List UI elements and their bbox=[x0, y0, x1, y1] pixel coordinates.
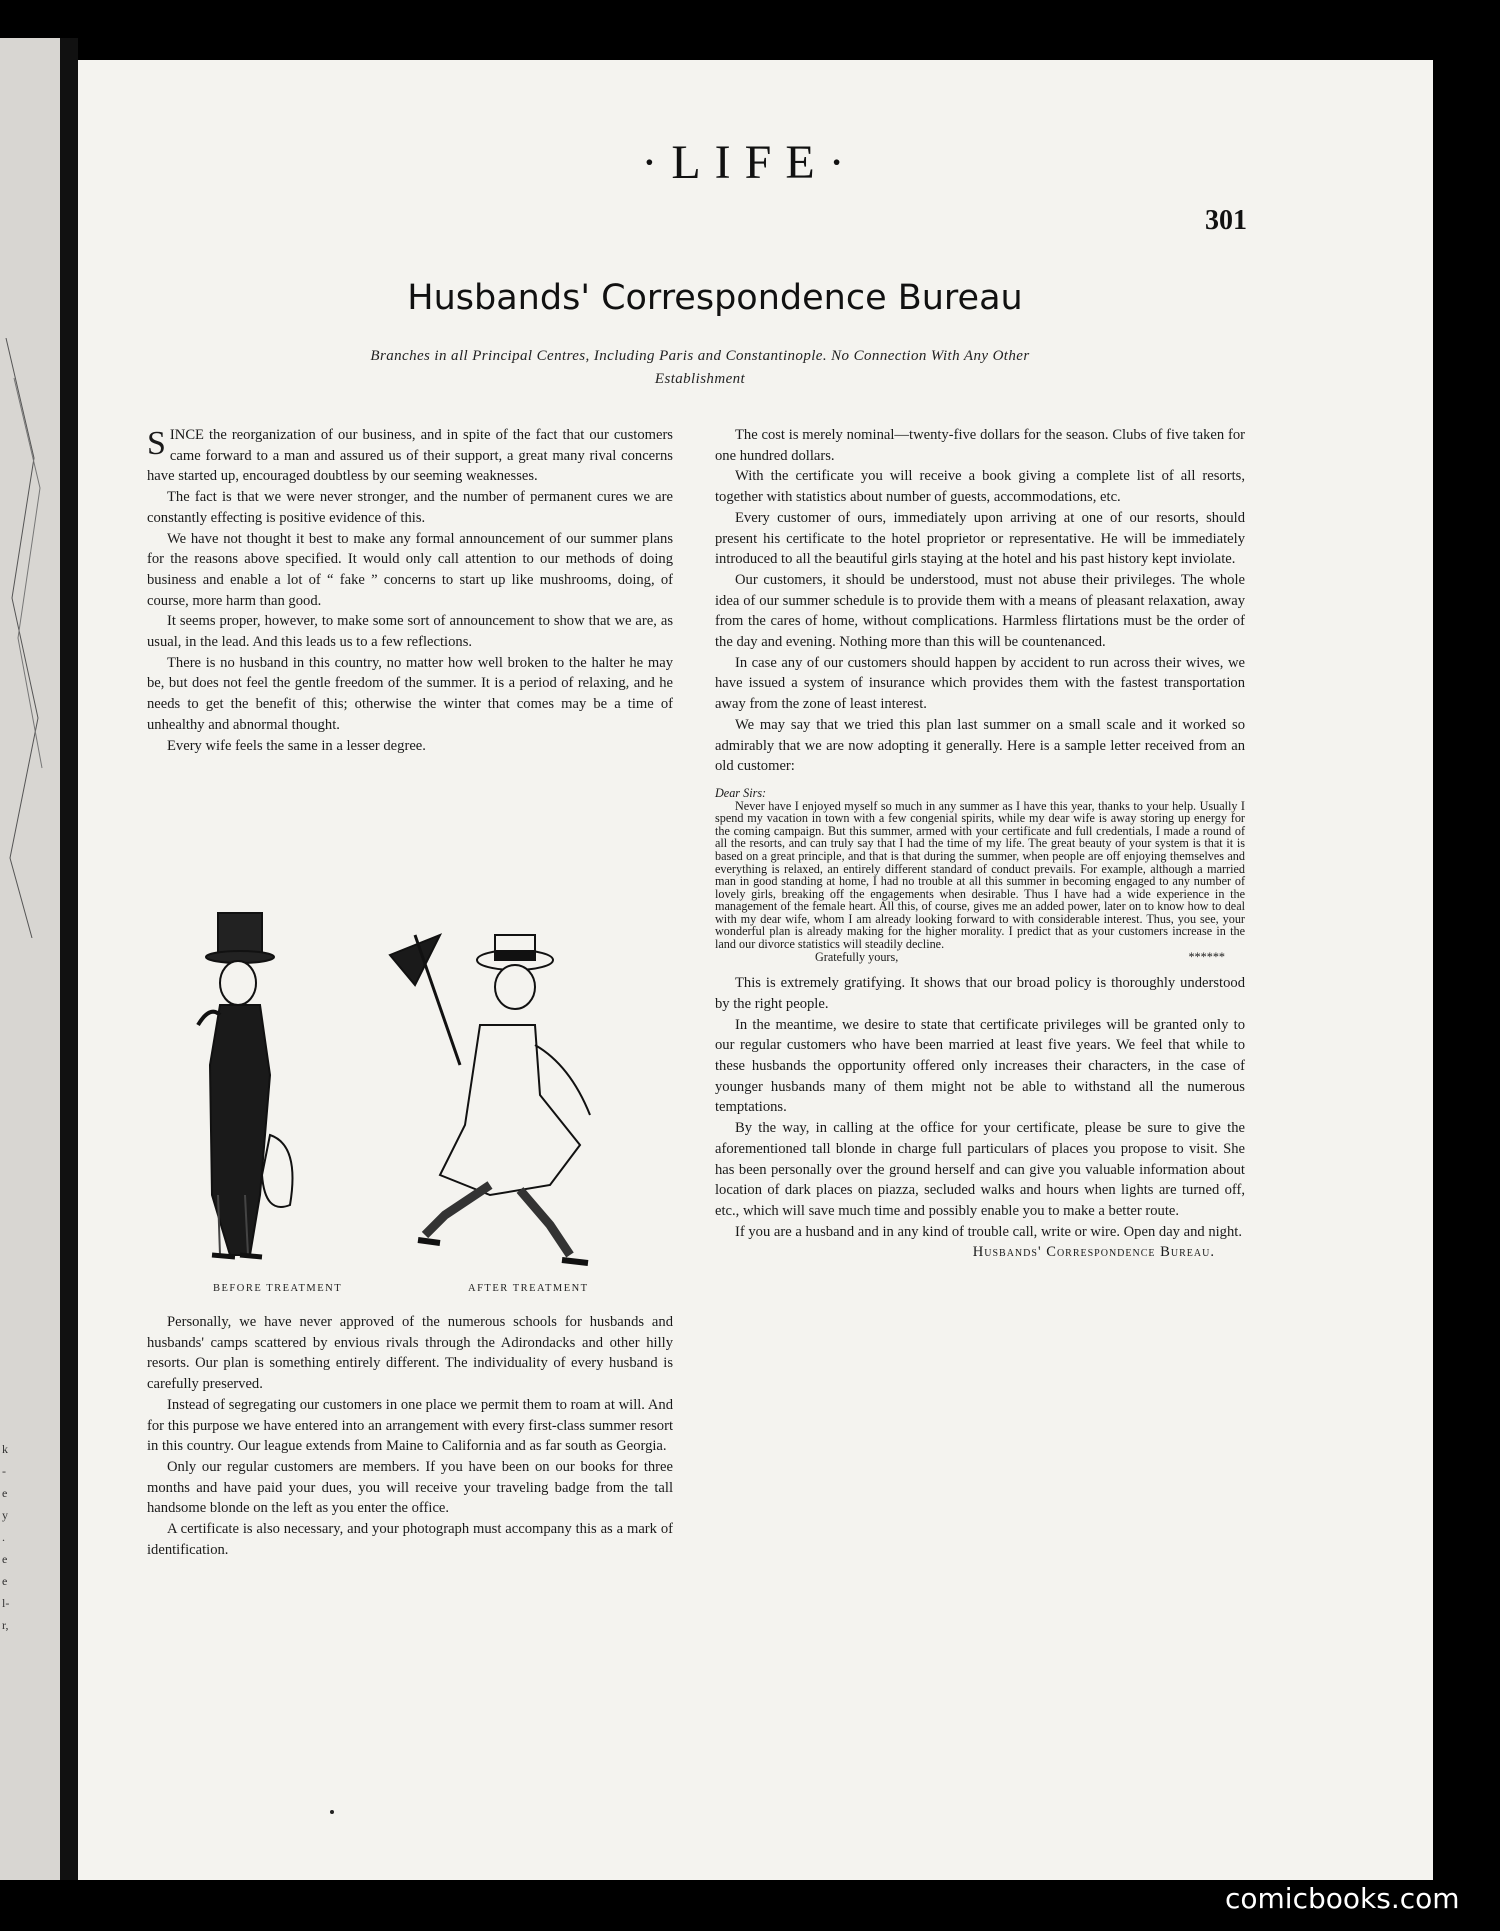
article-title: Husbands' Correspondence Bureau bbox=[407, 278, 1023, 318]
facing-page-fragment: l- bbox=[2, 1596, 10, 1610]
after-treatment-figure bbox=[390, 935, 590, 1263]
paragraph: We may say that we tried this plan last summer on a small scale and it worked so admirably that we are now adopting it generally. Here is a sample letter received from an old customer: bbox=[715, 716, 1245, 775]
paragraph: This is extremely gratifying. It shows that our broad policy is thoroughly understood by the right people. bbox=[715, 975, 1245, 1012]
paragraph: In case any of our customers should happen by accident to run across their wives, we have issued a system of insurance which provides them with the fastest transportation away from the zone of least interest. bbox=[715, 654, 1245, 713]
facing-page-fragment: - bbox=[2, 1464, 6, 1478]
paragraph: The cost is merely nominal—twenty-five dollars for the season. Clubs of five taken for one hundred dollars. bbox=[715, 427, 1245, 464]
facing-page-fragment: k bbox=[2, 1442, 8, 1456]
facing-page-fragment: e bbox=[2, 1574, 8, 1588]
opening-paragraph: SINCE the reorganization of our business, and in spite of the fact that our customers came forward to a man and assured us of their support, a great many rival concerns have started up, encouraged doubtless by our seeming weaknesses. bbox=[147, 425, 673, 485]
paragraph: Personally, we have never approved of the numerous schools for husbands and husbands' camps scattered by envious rivals through the Adirondacks and other hilly resorts. Our plan is something entirely different. The individuality of every husband is carefully preserved. bbox=[147, 1314, 673, 1393]
caption-after-treatment: AFTER TREATMENT bbox=[468, 1283, 589, 1294]
paragraph: Only our regular customers are members. If you have been on our books for three months and have paid your dues, you will receive your traveling badge from the tall handsome blonde on the left as you enter the office. bbox=[147, 1458, 673, 1517]
page-number: 301 bbox=[1205, 205, 1247, 236]
letter-closing-text: Gratefully yours, bbox=[815, 949, 899, 964]
facing-page-fragment: e bbox=[2, 1486, 8, 1500]
sample-letter bbox=[715, 787, 1245, 963]
magazine-title: ·LIFE· bbox=[641, 136, 859, 189]
facing-page-fragment: y bbox=[2, 1508, 8, 1522]
paragraph: Every wife feels the same in a lesser degree. bbox=[167, 737, 426, 754]
paragraph: The fact is that we were never stronger, and the number of permanent cures we are constantly effecting is positive evidence of this. bbox=[147, 489, 673, 526]
paragraph: It seems proper, however, to make some sort of announcement to show that we are, as usual, in the lead. And this leads us to a few reflections. bbox=[147, 613, 673, 651]
bureau-signature: Husbands' Correspondence Bureau. bbox=[972, 1244, 1215, 1261]
right-column bbox=[715, 425, 1245, 1263]
paragraph: With the certificate you will receive a book giving a complete list of all resorts, together with statistics about number of guests, accommodations, etc. bbox=[715, 468, 1245, 506]
paragraph: By the way, in calling at the office for your certificate, please be sure to give the aforementioned tall blonde in charge full particulars of places you propose to visit. She has been personally over the ground herself and can give you valuable information about location of dark places on piazza, secluded walks and hours when lights are turned off, etc., which will save much time and possibly enable you to make a better route. bbox=[715, 1120, 1245, 1219]
caption-before-treatment: BEFORE TREATMENT bbox=[213, 1283, 343, 1294]
facing-page-illustration-fragment bbox=[4, 338, 44, 938]
before-treatment-figure bbox=[198, 913, 293, 1257]
facing-page-fragment: . bbox=[2, 1530, 5, 1544]
letter-closing bbox=[715, 951, 1245, 964]
letter-body: Never have I enjoyed myself so much in any summer as I have this year, thanks to your help. Usually I spend my vacation in town with a few congenial spirits, while my dear wife is away storing up energy for the coming campaign. But this summer, armed with your certificate and full credentials, I made a round of all the resorts, and can truly say that I had the time of my life. The great beauty of your system is that it is based on a great principle, and that is that during the summer, when people are off enjoying themselves and everything is relaxed, an entirely different standard of conduct prevails. For example, although a married man in good standing at home, I had no trouble at all this summer in becoming engaged to any number of lovely girls, breaking off the engagements when desirable. Thus I have had a wide experience in the management of the female heart. All this, of course, gives me an added power, later on to know how to deal with my dear wife, whom I am already looking forward to with considerable interest. Thus, you see, your wonderful plan is already making for the higher morality. I predict that as your customers increase in the land our divorce statistics will steadily decline. bbox=[715, 798, 1245, 952]
facing-page-fragment: e bbox=[2, 1552, 8, 1566]
paragraph: Instead of segregating our customers in one place we permit them to roam at will. And for this purpose we have entered into an arrangement with every first-class summer resort in this country. Our league extends from Maine to California and as far south as Georgia. bbox=[147, 1396, 673, 1455]
paragraph: In the meantime, we desire to state that certificate privileges will be granted only to our regular customers who have been married at least five years. We feel that while to these husbands the opportunity offered only increases their characters, in the case of younger husbands many of them might not be able to withstand all the numerous temptations. bbox=[715, 1016, 1245, 1116]
watermark: comicbooks.com bbox=[1225, 1882, 1460, 1915]
paragraph: Every customer of ours, immediately upon arriving at one of our resorts, should present his certificate to the hotel proprietor or representative. He will be immediately introduced to all the beautiful girls staying at the hotel and his past history kept inviolate. bbox=[715, 509, 1245, 568]
facing-page-fragment: r, bbox=[2, 1618, 9, 1632]
drop-cap: S bbox=[147, 425, 166, 462]
facing-page-text-fragments bbox=[2, 1438, 9, 1636]
left-column-top bbox=[147, 425, 673, 756]
before-after-illustration bbox=[190, 895, 670, 1300]
masthead bbox=[0, 135, 1500, 190]
paragraph: A certificate is also necessary, and your photograph must accompany this as a mark of identification. bbox=[147, 1521, 673, 1558]
page-speck bbox=[330, 1810, 334, 1814]
paragraph: If you are a husband and in any kind of trouble call, write or wire. Open day and night. bbox=[735, 1223, 1242, 1240]
paragraph: Our customers, it should be understood, must not abuse their privileges. The whole idea of our summer schedule is to provide them with a means of pleasant relaxation, away from the cares of home, without complications. Harmless flirtations must be the order of the day and evening. Nothing more than this will be countenanced. bbox=[715, 571, 1245, 651]
paragraph: There is no husband in this country, no matter how well broken to the halter he may be, but does not feel the gentle freedom of the summer. It is a period of relaxing, and he needs to get the benefit of this; otherwise the winter that comes may be a time of unhealthy and abnormal thought. bbox=[147, 654, 673, 733]
letter-salutation: Dear Sirs: bbox=[715, 785, 767, 800]
letter-signature-asterisks: ****** bbox=[1188, 949, 1225, 964]
article-subtitle: Branches in all Principal Centres, Including Paris and Constantinople. No Connection With Any Other Establishment bbox=[370, 348, 1030, 387]
left-column-bottom bbox=[147, 1312, 673, 1560]
paragraph: We have not thought it best to make any formal announcement of our summer plans for the reasons above specified. It would only call attention to our methods of doing business and enable a lot of “ fake ” concerns to start up like mushrooms, doing, of course, more harm than good. bbox=[147, 530, 673, 609]
